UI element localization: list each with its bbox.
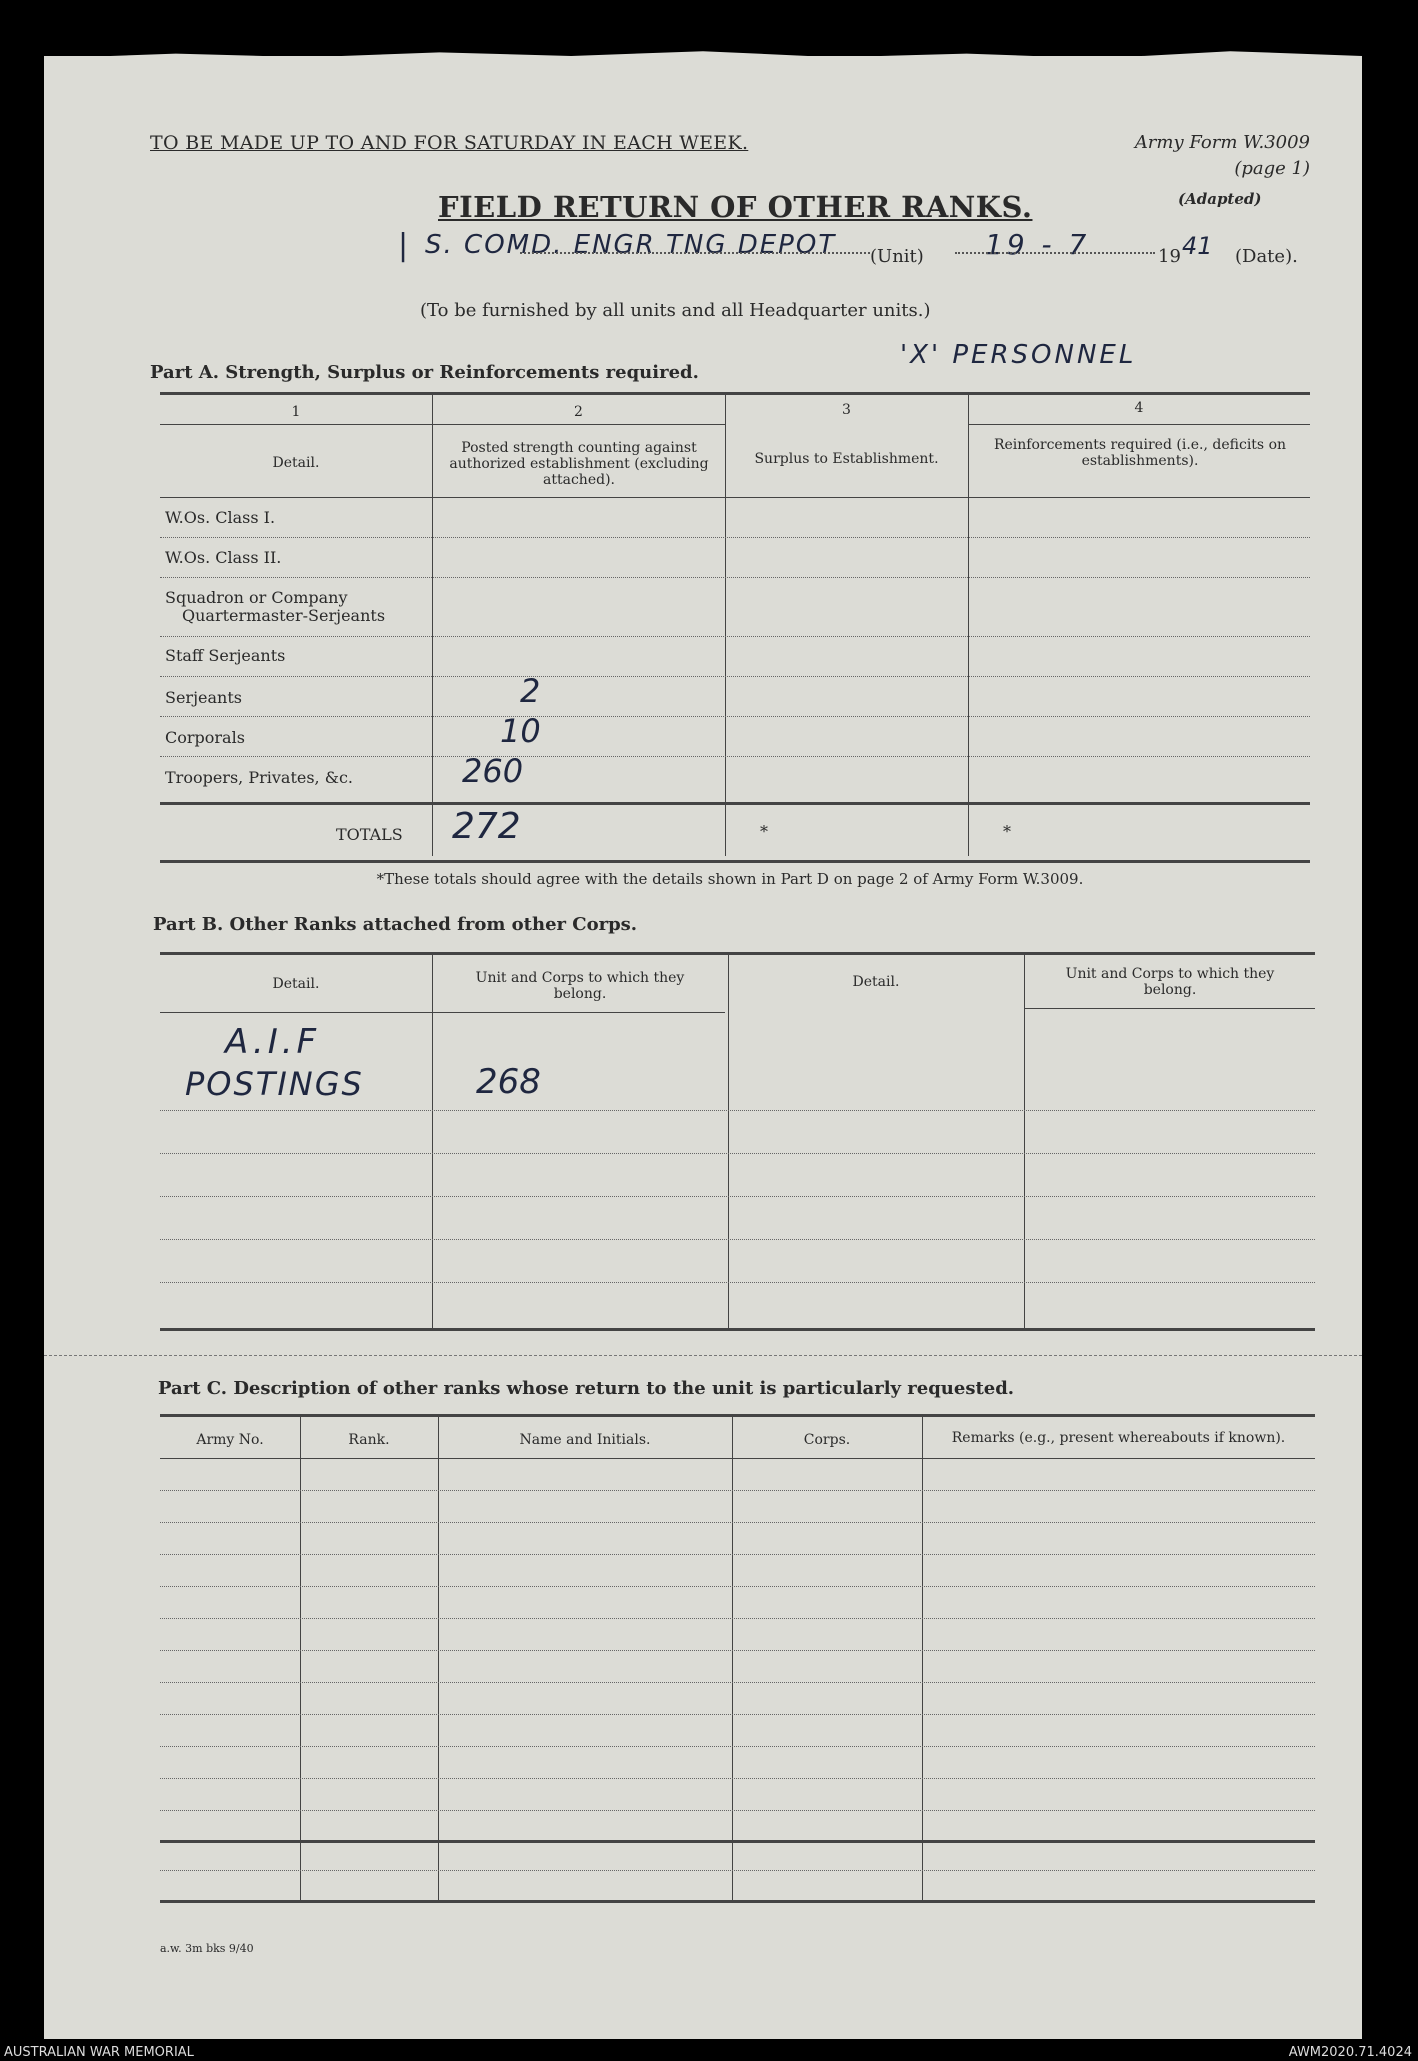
part-c-row-rule <box>160 1522 1315 1523</box>
row-serjeants: Serjeants <box>165 688 242 707</box>
part-c-row-rule <box>160 1618 1315 1619</box>
form-page-label: (page 1) <box>1234 158 1310 179</box>
part-a-header-posted: Posted strength counting against authorized establishment (excluding attached). <box>449 440 709 488</box>
date-label: (Date). <box>1235 246 1298 267</box>
row-rule <box>160 537 1310 538</box>
part-b-top-rule <box>160 952 1315 955</box>
row-rule <box>160 577 1310 578</box>
part-b-row-rule <box>160 1110 1315 1111</box>
part-b-header-detail-1: Detail. <box>272 976 320 992</box>
row-staff-serjeants: Staff Serjeants <box>165 646 286 665</box>
part-c-row-rule <box>160 1870 1315 1871</box>
form-number-label: Army Form W.3009 <box>1134 132 1310 153</box>
row-wo-class-2: W.Os. Class II. <box>165 548 282 567</box>
part-c-row-rule <box>160 1746 1315 1747</box>
furnished-note: (To be furnished by all units and all Headquarter units.) <box>420 300 931 321</box>
part-c-col-divider-2 <box>438 1415 439 1900</box>
part-a-col-divider-1 <box>432 393 433 856</box>
print-code: a.w. 3m bks 9/40 <box>160 1942 254 1955</box>
part-c-row-rule <box>160 1778 1315 1779</box>
part-a-col-divider-3 <box>968 393 969 856</box>
year-prefix: 19 <box>1158 246 1181 267</box>
totals-label: TOTALS <box>336 825 403 844</box>
part-b-entry-line1: A.I.F <box>225 1022 321 1062</box>
year-suffix: 41 <box>1182 232 1213 260</box>
row-rule <box>160 636 1310 637</box>
part-a-colnum-4: 4 <box>1134 400 1144 416</box>
part-b-row-rule <box>160 1196 1315 1197</box>
part-c-header-rule <box>160 1458 1315 1459</box>
part-b-entry-value: 268 <box>476 1062 541 1102</box>
part-a-colnum-1: 1 <box>291 404 301 420</box>
part-a-title: Part A. Strength, Surplus or Reinforcements required. <box>150 362 699 383</box>
part-c-row-rule <box>160 1490 1315 1491</box>
part-a-top-rule <box>160 392 1310 395</box>
unit-label: (Unit) <box>870 246 924 267</box>
part-c-header-rank: Rank. <box>348 1432 390 1448</box>
row-cqms-line2: Quartermaster-Serjeants <box>182 606 386 625</box>
part-b-header-unit-1: Unit and Corps to which they belong. <box>475 970 685 1002</box>
row-wo-class-1: W.Os. Class I. <box>165 508 276 527</box>
part-a-header-detail: Detail. <box>272 455 320 471</box>
date-value: 19 - 7 <box>985 228 1091 261</box>
archive-caption-left: AUSTRALIAN WAR MEMORIAL <box>4 2045 194 2060</box>
part-c-top-rule <box>160 1414 1315 1417</box>
part-b-header-rule <box>160 1012 725 1013</box>
part-b-row-rule <box>160 1239 1315 1240</box>
part-b-header-unit-2: Unit and Corps to which they belong. <box>1065 966 1275 998</box>
row-rule <box>160 676 1310 677</box>
part-c-col-divider-3 <box>732 1415 733 1900</box>
unit-value: S. COMD. ENGR TNG DEPOT <box>425 230 837 260</box>
archive-caption-right: AWM2020.71.4024 <box>1288 2045 1412 2060</box>
part-a-header-reinforcements: Reinforcements required (i.e., deficits on establishments). <box>993 437 1287 469</box>
part-c-title: Part C. Description of other ranks whose return to the unit is particularly requested. <box>158 1378 1015 1399</box>
part-c-col-divider-4 <box>922 1415 923 1900</box>
part-b-row-rule <box>160 1282 1315 1283</box>
part-a-colnum-2: 2 <box>574 404 583 420</box>
unit-dotted-line <box>520 252 870 254</box>
row-corporals: Corporals <box>165 728 245 747</box>
part-b-entry-line2: POSTINGS <box>185 1065 364 1103</box>
part-a-colnum-3: 3 <box>842 402 851 418</box>
row-rule <box>160 716 1310 717</box>
part-c-inner-rule <box>160 1840 1315 1843</box>
row-cqms-line1: Squadron or Company <box>165 588 348 607</box>
part-c-row-rule <box>160 1554 1315 1555</box>
page-title: FIELD RETURN OF OTHER RANKS. <box>438 190 1033 224</box>
part-b-header-detail-2: Detail. <box>852 974 900 990</box>
troopers-posted: 260 <box>462 752 524 790</box>
part-b-title: Part B. Other Ranks attached from other Corps. <box>153 914 638 935</box>
part-b-row-rule <box>160 1153 1315 1154</box>
serjeants-posted: 2 <box>520 672 541 710</box>
part-c-row-rule <box>160 1586 1315 1587</box>
part-c-col-divider-1 <box>300 1415 301 1900</box>
part-b-bottom-rule <box>160 1328 1315 1331</box>
totals-value: 272 <box>452 806 521 847</box>
part-b-header-rule-4 <box>1024 1008 1315 1009</box>
perforation-line <box>44 1355 1362 1356</box>
part-c-header-army-no: Army No. <box>196 1432 264 1448</box>
surplus-total-star: * <box>760 822 768 841</box>
part-c-bottom-rule <box>160 1900 1315 1903</box>
adapted-label: (Adapted) <box>1178 190 1262 208</box>
part-c-header-name: Name and Initials. <box>519 1432 651 1448</box>
part-a-header-rule <box>160 497 1310 498</box>
part-b-col-divider-1 <box>432 953 433 1328</box>
part-c-row-rule <box>160 1810 1315 1811</box>
part-c-row-rule <box>160 1682 1315 1683</box>
row-troopers: Troopers, Privates, &c. <box>165 768 354 787</box>
part-a-header-surplus: Surplus to Establishment. <box>754 451 939 467</box>
personnel-annotation: 'X' PERSONNEL <box>900 340 1137 370</box>
form-instruction: TO BE MADE UP TO AND FOR SATURDAY IN EACH WEEK. <box>150 132 749 154</box>
part-a-totals-rule <box>160 802 1310 805</box>
corporals-posted: 10 <box>500 712 541 750</box>
part-a-subhead-rule <box>160 424 725 425</box>
part-b-col-divider-3 <box>1024 953 1025 1328</box>
form-number <box>1100 130 1310 182</box>
part-c-header-remarks: Remarks (e.g., present whereabouts if known). <box>951 1430 1286 1446</box>
part-a-subhead-rule-4 <box>968 424 1310 425</box>
part-c-row-rule <box>160 1650 1315 1651</box>
part-a-bottom-rule <box>160 860 1310 863</box>
part-c-header-corps: Corps. <box>803 1432 851 1448</box>
unit-bar-mark: | <box>398 228 409 263</box>
reinforcements-total-star: * <box>1003 822 1011 841</box>
part-c-row-rule <box>160 1714 1315 1715</box>
totals-footnote: *These totals should agree with the details shown in Part D on page 2 of Army Form W.3009. <box>376 870 1084 888</box>
date-dotted-line <box>955 252 1155 254</box>
part-b-col-divider-2 <box>728 953 729 1328</box>
row-rule <box>160 756 1310 757</box>
